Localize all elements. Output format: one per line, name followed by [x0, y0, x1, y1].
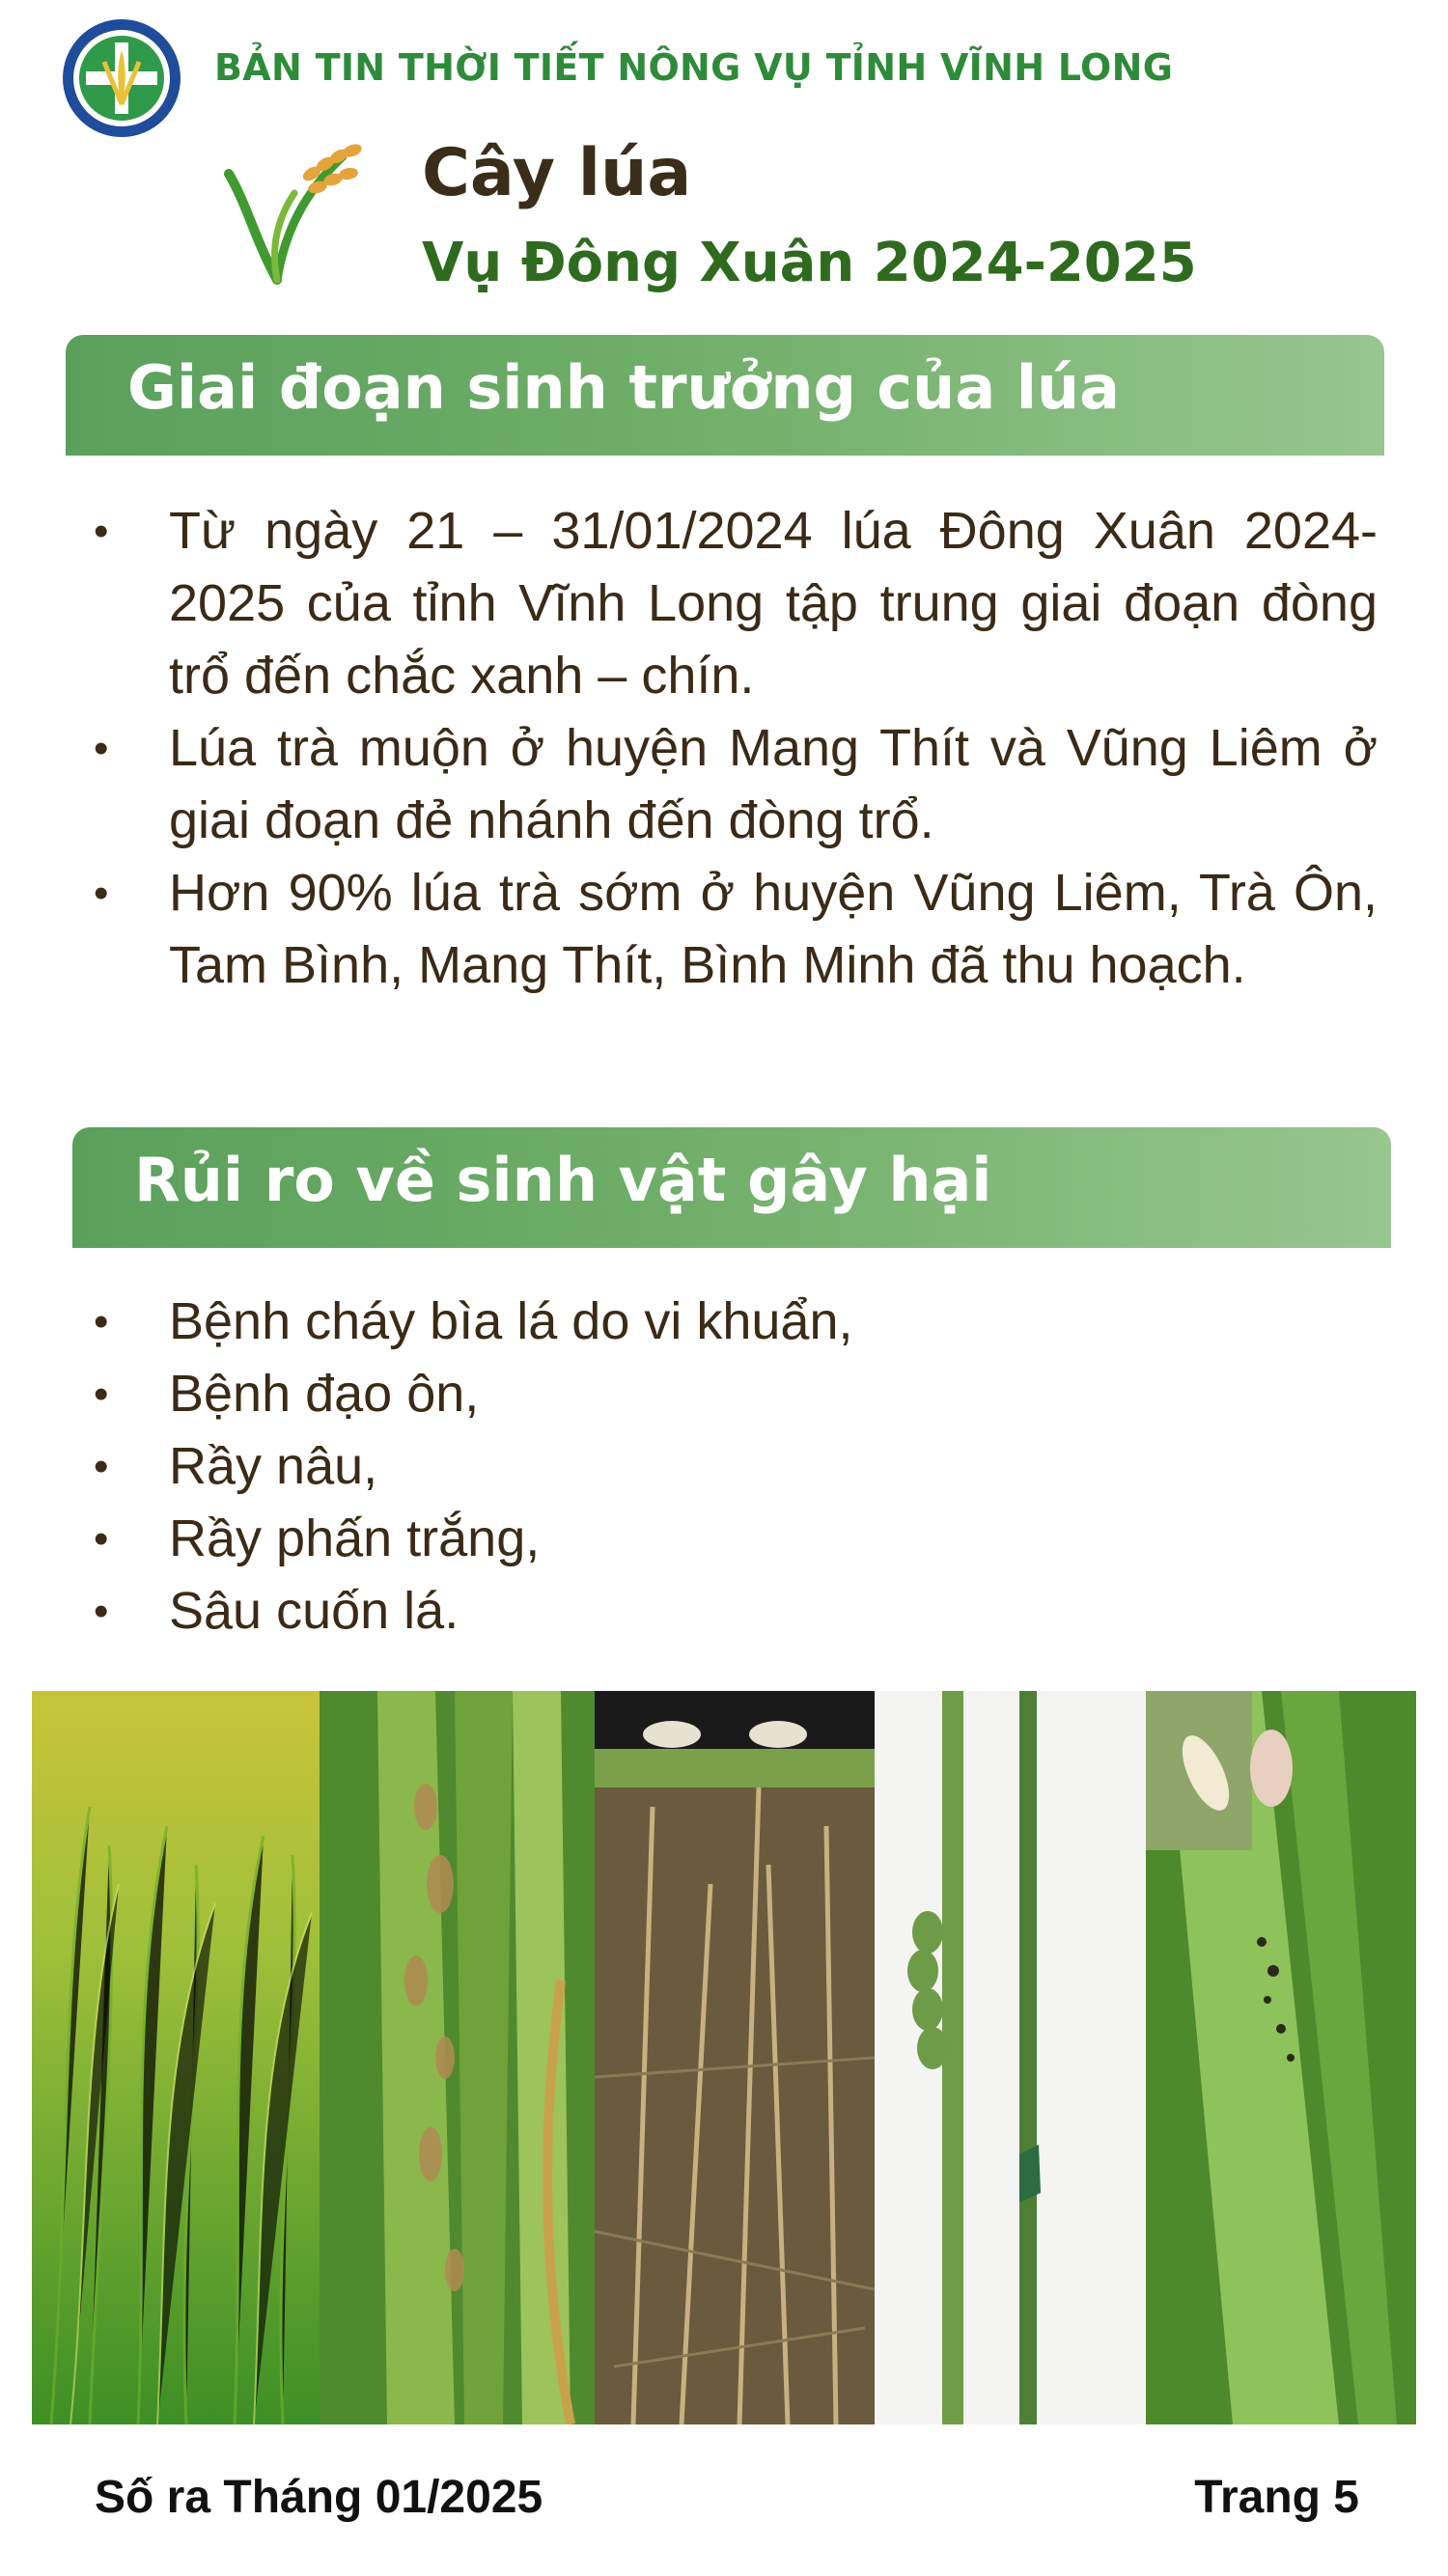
- bullet-icon: •: [94, 1515, 109, 1563]
- brown-planthopper-photo: [595, 1691, 875, 2424]
- bullet-icon: •: [94, 1443, 109, 1490]
- bullet-icon: •: [94, 1298, 109, 1345]
- growth-section-title: Giai đoạn sinh trưởng của lúa: [127, 352, 1120, 423]
- whitebacked-planthopper-eggs-photo: [875, 1691, 1146, 2424]
- list-item: • Rầy phấn trắng,: [72, 1503, 1378, 1575]
- rice-field-photo: [32, 1691, 320, 2424]
- list-item: • Từ ngày 21 – 31/01/2024 lúa Đông Xuân 2024-2025 của tỉnh Vĩnh Long tập trung giai đoạn đòng trổ đến chắc xanh – chín.: [72, 495, 1378, 712]
- blast-disease-leaf-photo: [320, 1691, 595, 2424]
- pest-section-header: [72, 1127, 1391, 1248]
- list-item: • Lúa trà muộn ở huyện Mang Thít và Vũng Liêm ở giai đoạn đẻ nhánh đến đòng trổ.: [72, 712, 1378, 857]
- issue-label: Số ra Tháng 01/2025: [95, 2472, 543, 2523]
- rice-stalk-icon: [217, 135, 372, 290]
- bullet-icon: •: [94, 508, 109, 555]
- pest-bullet-list: [72, 1286, 1378, 1648]
- list-item: • Sâu cuốn lá.: [72, 1575, 1378, 1648]
- list-item: • Rầy nâu,: [72, 1430, 1378, 1503]
- agriculture-department-seal-icon: [61, 17, 182, 139]
- pest-section-title: Rủi ro về sinh vật gây hại: [134, 1145, 992, 1215]
- bullet-icon: •: [94, 1588, 109, 1635]
- growth-bullet-list: [72, 495, 1378, 1002]
- growth-section-header: [66, 335, 1384, 456]
- leaf-folder-photo: [1146, 1691, 1416, 2424]
- list-item: • Bệnh cháy bìa lá do vi khuẩn,: [72, 1286, 1378, 1358]
- list-item: • Bệnh đạo ôn,: [72, 1358, 1378, 1430]
- page-number: Trang 5: [1194, 2472, 1359, 2523]
- bullet-icon: •: [94, 725, 109, 772]
- pest-photo-strip: [32, 1691, 1416, 2424]
- season-title: Vụ Đông Xuân 2024-2025: [422, 232, 1197, 294]
- bulletin-title: BẢN TIN THỜI TIẾT NÔNG VỤ TỈNH VĨNH LONG: [214, 46, 1174, 89]
- list-item: • Hơn 90% lúa trà sớm ở huyện Vũng Liêm, Trà Ôn, Tam Bình, Mang Thít, Bình Minh đã thu hoạch.: [72, 857, 1378, 1002]
- department-logo: [61, 17, 182, 139]
- bullet-icon: •: [94, 870, 109, 917]
- crop-title: Cây lúa: [422, 135, 692, 211]
- bullet-icon: •: [94, 1371, 109, 1418]
